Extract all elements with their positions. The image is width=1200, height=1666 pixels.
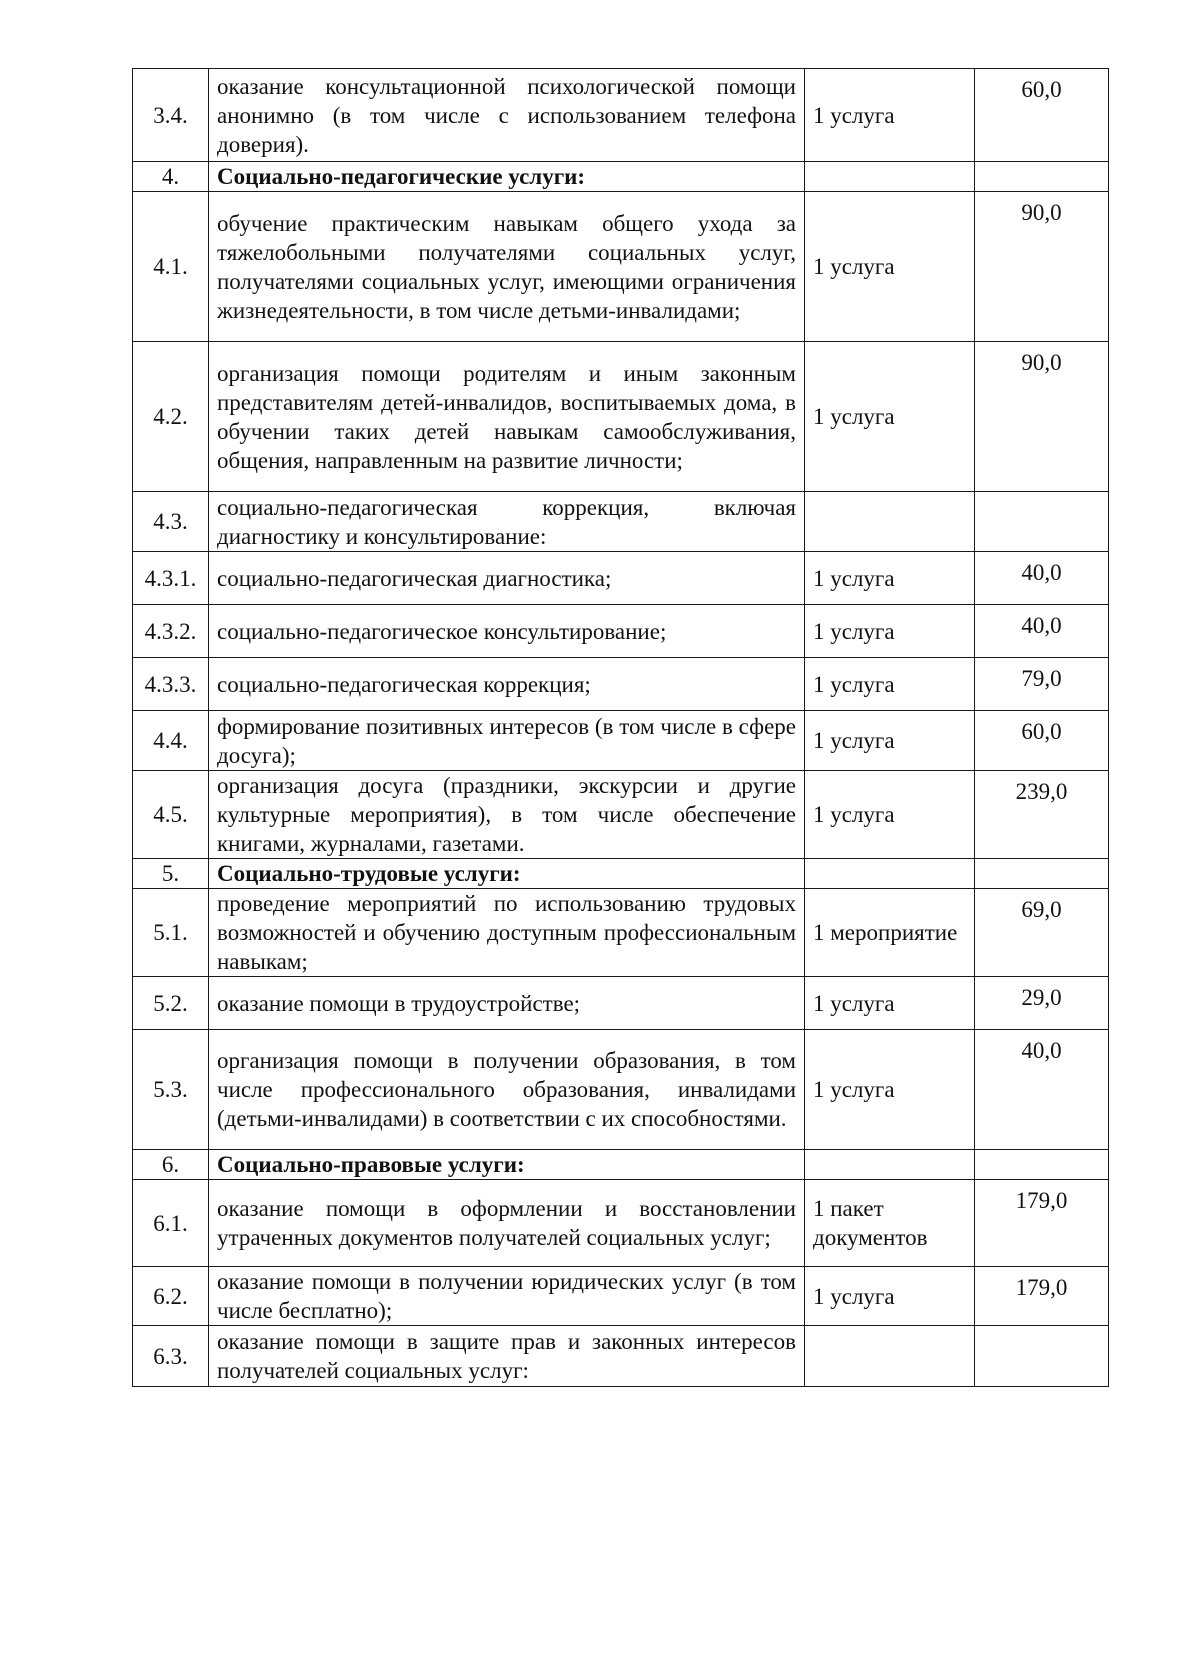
service-price: 69,0 [975, 889, 1109, 977]
service-price: 40,0 [975, 605, 1109, 658]
service-unit: 1 услуга [805, 658, 975, 711]
service-name: организация помощи в получении образования, в том числе профессионального образования, инвалидами (детьми-инвалидами) в соответствии с их способностями. [209, 1030, 805, 1150]
row-number: 4.3.1. [133, 552, 209, 605]
service-name: оказание помощи в защите прав и законных интересов получателей социальных услуг: [209, 1326, 805, 1387]
service-price [975, 162, 1109, 192]
service-name: оказание помощи в трудоустройстве; [209, 977, 805, 1030]
service-price [975, 492, 1109, 552]
service-unit [805, 162, 975, 192]
table-row [133, 1180, 1109, 1267]
service-price: 40,0 [975, 552, 1109, 605]
service-unit [805, 1150, 975, 1180]
service-unit: 1 услуга [805, 711, 975, 771]
row-number: 6.1. [133, 1180, 209, 1267]
table-row [133, 658, 1109, 711]
service-name: Социально-педагогические услуги: [209, 162, 805, 192]
service-name: оказание помощи в получении юридических услуг (в том числе бесплатно); [209, 1267, 805, 1326]
service-price: 90,0 [975, 192, 1109, 342]
service-unit [805, 1326, 975, 1387]
service-price: 40,0 [975, 1030, 1109, 1150]
row-number: 6.2. [133, 1267, 209, 1326]
service-price: 29,0 [975, 977, 1109, 1030]
service-name: социально-педагогическая коррекция, включая диагностику и консультирование: [209, 492, 805, 552]
table-row [133, 605, 1109, 658]
table-row [133, 342, 1109, 492]
table-row [133, 1326, 1109, 1387]
table-row [133, 1267, 1109, 1326]
service-name: оказание консультационной психологической помощи анонимно (в том числе с использованием телефона доверия). [209, 69, 805, 162]
table-row [133, 889, 1109, 977]
row-number: 5. [133, 859, 209, 889]
service-price: 90,0 [975, 342, 1109, 492]
service-price: 179,0 [975, 1267, 1109, 1326]
service-price: 60,0 [975, 69, 1109, 162]
table-row [133, 492, 1109, 552]
services-tariff-table [132, 68, 1109, 1387]
row-number: 5.3. [133, 1030, 209, 1150]
service-unit: 1 услуга [805, 552, 975, 605]
service-name: организация досуга (праздники, экскурсии и другие культурные мероприятия), в том числе обеспечение книгами, журналами, газетами. [209, 771, 805, 859]
section-row [133, 162, 1109, 192]
service-unit: 1 пакет документов [805, 1180, 975, 1267]
service-price [975, 1326, 1109, 1387]
service-unit: 1 услуга [805, 192, 975, 342]
service-price: 79,0 [975, 658, 1109, 711]
service-name: проведение мероприятий по использованию трудовых возможностей и обучению доступным профессиональным навыкам; [209, 889, 805, 977]
service-unit: 1 услуга [805, 771, 975, 859]
row-number: 4.3.3. [133, 658, 209, 711]
row-number: 4.1. [133, 192, 209, 342]
service-name: организация помощи родителям и иным законным представителям детей-инвалидов, воспитываемых дома, в обучении таких детей навыкам самообслуживания, общения, направленным на развитие личности; [209, 342, 805, 492]
row-number: 6.3. [133, 1326, 209, 1387]
service-unit: 1 услуга [805, 342, 975, 492]
service-price [975, 859, 1109, 889]
table-row [133, 1030, 1109, 1150]
service-name: Социально-правовые услуги: [209, 1150, 805, 1180]
table-row [133, 771, 1109, 859]
service-name: социально-педагогическая диагностика; [209, 552, 805, 605]
service-name: оказание помощи в оформлении и восстановлении утраченных документов получателей социальных услуг; [209, 1180, 805, 1267]
table-row [133, 711, 1109, 771]
service-name: обучение практическим навыкам общего ухода за тяжелобольными получателями социальных услуг, получателями социальных услуг, имеющими ограничения жизнедеятельности, в том числе детьми-инвалидами; [209, 192, 805, 342]
service-unit: 1 мероприятие [805, 889, 975, 977]
row-number: 3.4. [133, 69, 209, 162]
service-price: 60,0 [975, 711, 1109, 771]
service-name: формирование позитивных интересов (в том числе в сфере досуга); [209, 711, 805, 771]
service-unit [805, 492, 975, 552]
service-price: 179,0 [975, 1180, 1109, 1267]
row-number: 5.1. [133, 889, 209, 977]
service-name: Социально-трудовые услуги: [209, 859, 805, 889]
service-unit: 1 услуга [805, 69, 975, 162]
row-number: 4.3.2. [133, 605, 209, 658]
service-unit: 1 услуга [805, 1030, 975, 1150]
service-unit: 1 услуга [805, 605, 975, 658]
row-number: 6. [133, 1150, 209, 1180]
table-row [133, 552, 1109, 605]
table-row [133, 69, 1109, 162]
row-number: 5.2. [133, 977, 209, 1030]
service-price [975, 1150, 1109, 1180]
service-unit: 1 услуга [805, 1267, 975, 1326]
table-body [133, 69, 1109, 1387]
row-number: 4.3. [133, 492, 209, 552]
service-unit [805, 859, 975, 889]
row-number: 4.4. [133, 711, 209, 771]
service-name: социально-педагогическое консультирование; [209, 605, 805, 658]
section-row [133, 1150, 1109, 1180]
row-number: 4. [133, 162, 209, 192]
table-row [133, 192, 1109, 342]
table-row [133, 977, 1109, 1030]
row-number: 4.2. [133, 342, 209, 492]
service-price: 239,0 [975, 771, 1109, 859]
row-number: 4.5. [133, 771, 209, 859]
service-unit: 1 услуга [805, 977, 975, 1030]
section-row [133, 859, 1109, 889]
service-name: социально-педагогическая коррекция; [209, 658, 805, 711]
